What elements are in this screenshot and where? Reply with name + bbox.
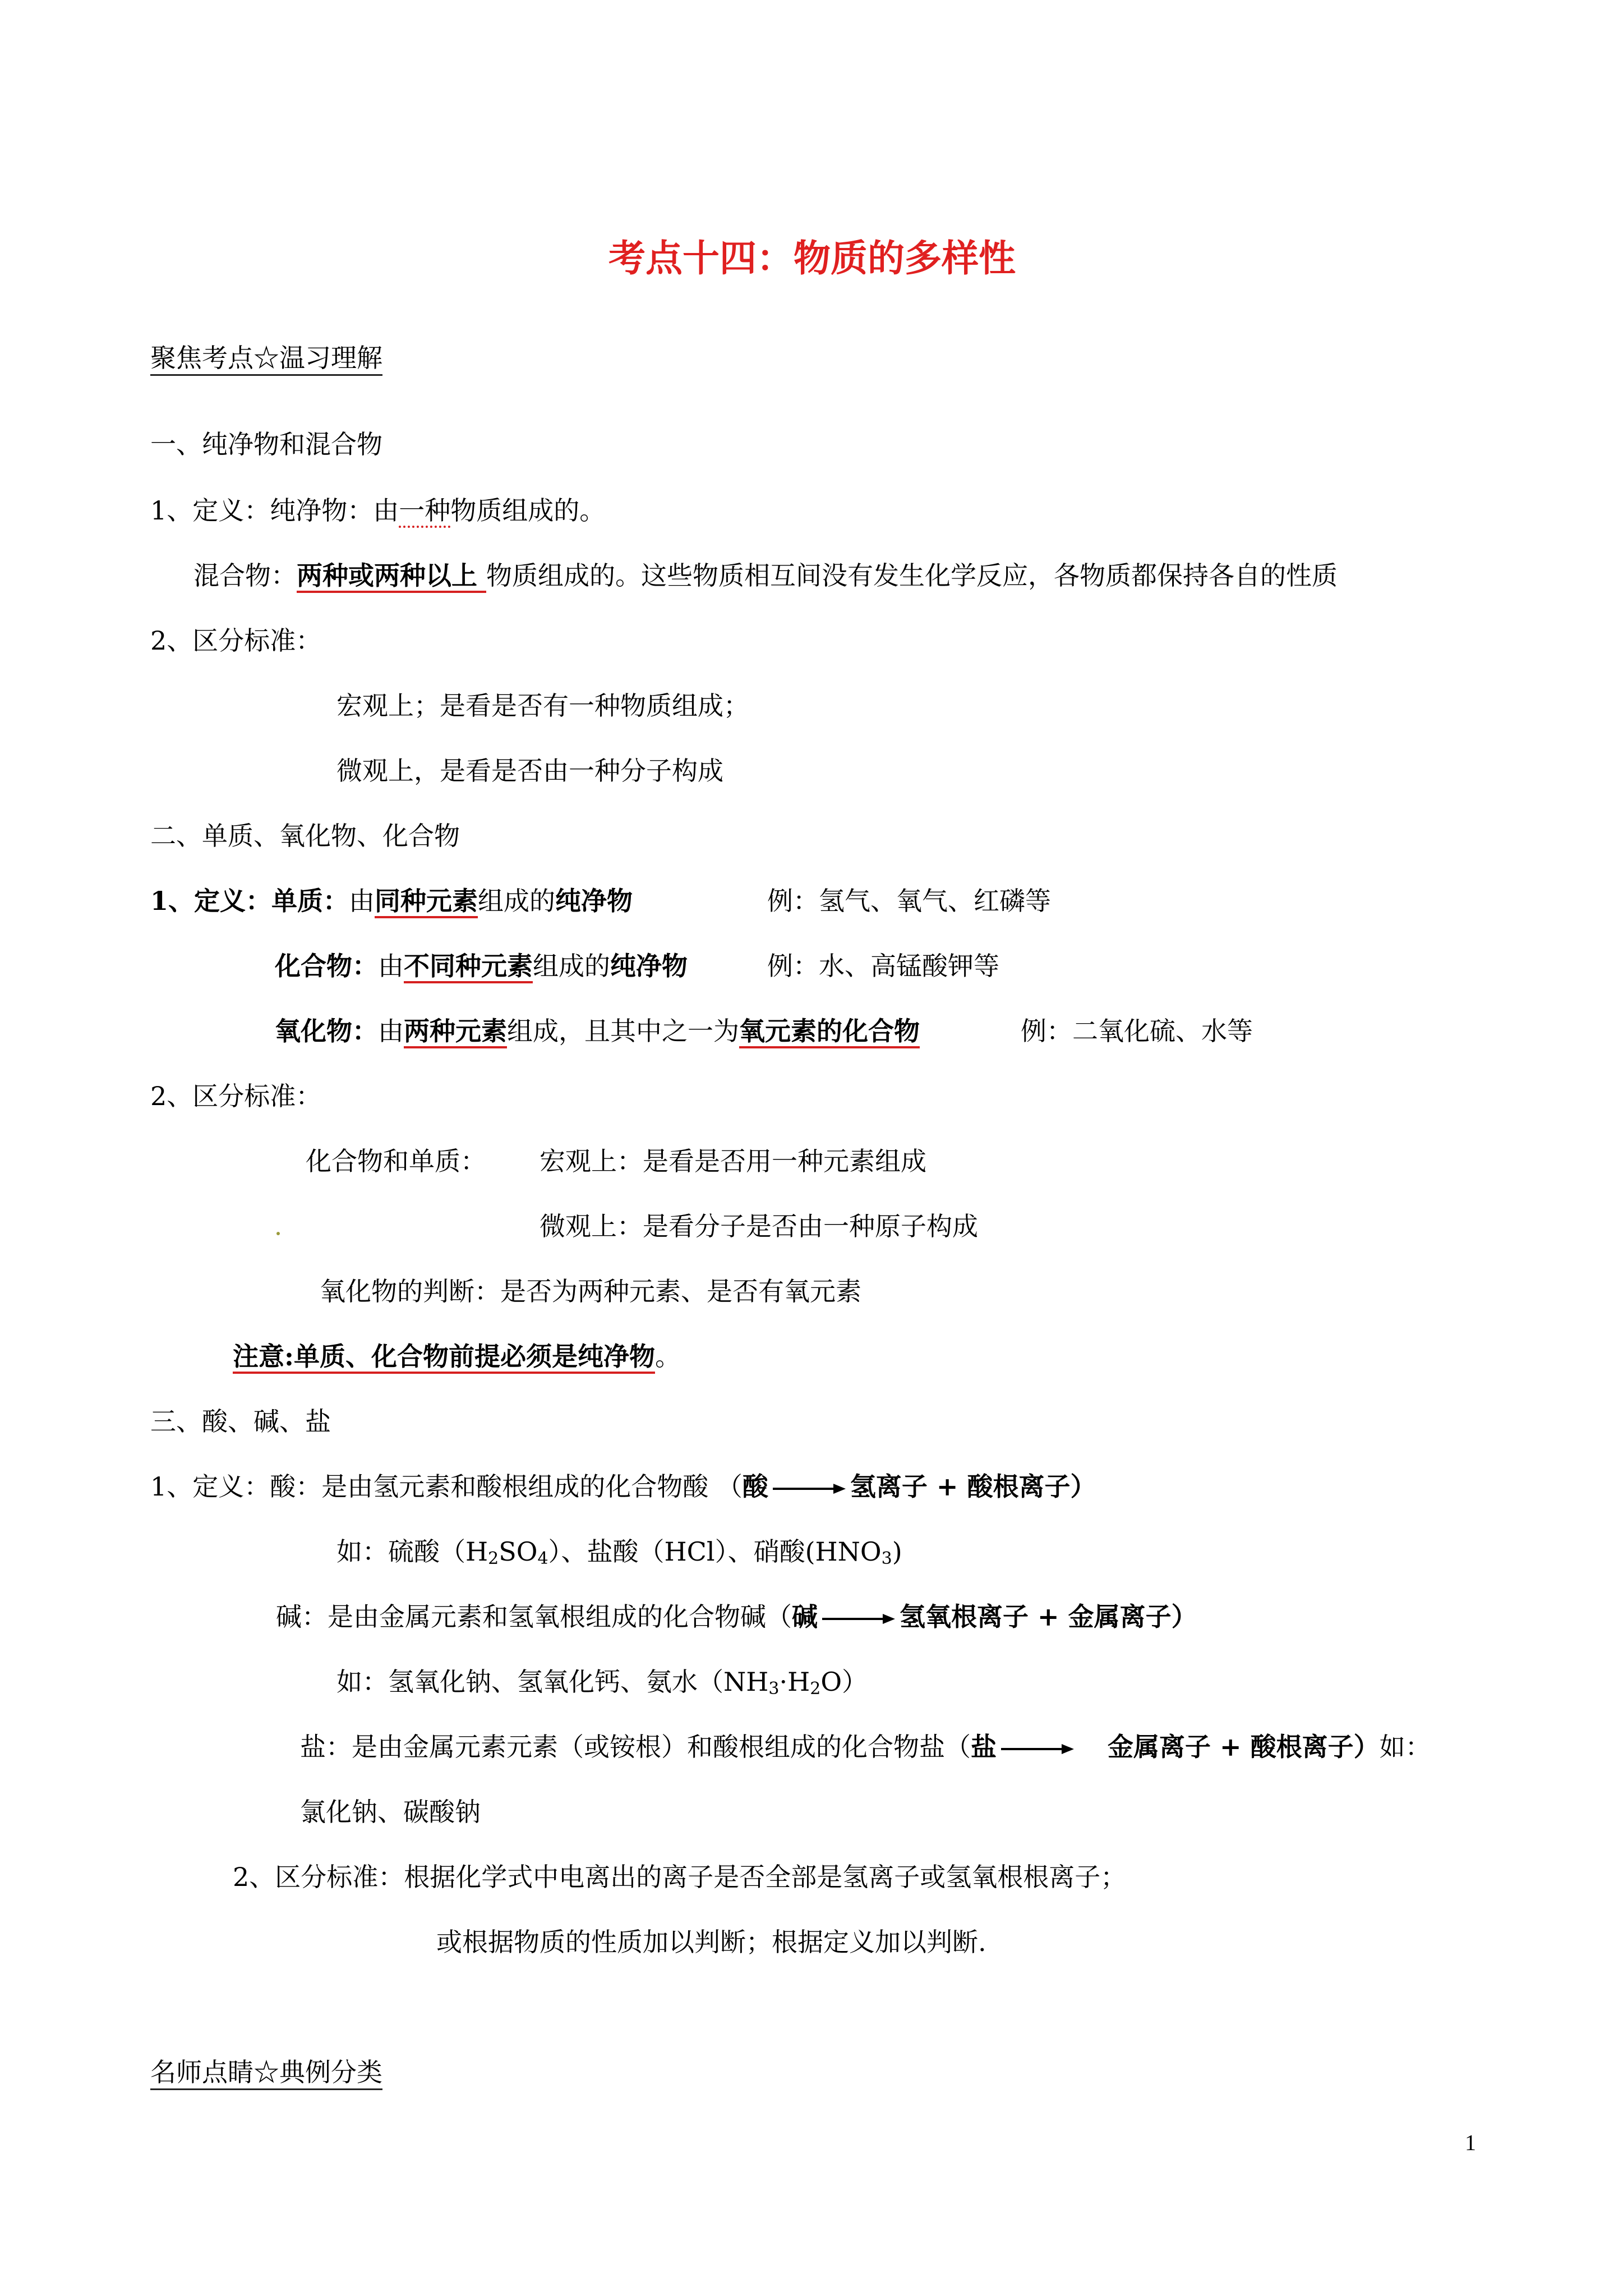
cmp-label: 化合物和单质： [306, 1146, 486, 1176]
def-element-example: 例：氢气、氧气、红磷等 [767, 886, 1051, 916]
section-heading: 聚焦考点☆温习理解 [150, 341, 382, 375]
base-examples: 如：氢氧化钠、氢氧化钙、氨水$(NH_3\cdot H_2O)$ [336, 1667, 868, 1699]
std-micro: 微观上，是看是否由一种分子构成 [336, 756, 723, 786]
std-heading-3: 2、区分标准：根据化学式中电离出的离子是否全部是氢离子或氢氧根根离子； [233, 1862, 1127, 1892]
heading-acid-base-salt: 三、酸、碱、盐 [150, 1406, 331, 1437]
def-element: 1、定义：单质：由同种元素组成的纯净物 [150, 884, 633, 918]
def-acid: 1、定义：酸：是由氢元素和酸根组成的化合物酸 （酸 氢离子 + 酸根离子） [150, 1471, 1096, 1502]
page-title: 考点十四：物质的多样性 [608, 236, 1016, 280]
cmp-micro: 微观上：是看分子是否由一种原子构成 [540, 1211, 978, 1241]
def-oxide: 氧化物：由两种元素组成，且其中之一为氧元素的化合物 [275, 1014, 920, 1048]
acid-examples: 如：硫酸$(H_2SO_4)$、盐酸（HCl）、硝酸$(HNO_3)$ [336, 1536, 902, 1568]
oxide-judge: 氧化物的判断：是否为两种元素、是否有氧元素 [320, 1276, 861, 1306]
def-mixture: 混合物：两种或两种以上 物质组成的。这些物质相互间没有发生化学反应，各物质都保持各自的性质 [193, 559, 1338, 592]
arrow-icon [822, 1613, 895, 1625]
std-heading-1: 2、区分标准： [150, 625, 322, 656]
note: 注意:单质、化合物前提必须是纯净物。 [233, 1340, 681, 1373]
arrow-icon [773, 1483, 846, 1494]
section-heading: 名师点睛☆典例分类 [150, 2055, 382, 2089]
def-base: 碱：是由金属元素和氢氧根组成的化合物碱（碱 氢氧根离子 + 金属离子） [276, 1602, 1197, 1632]
salt-examples: 氯化钠、碳酸钠 [300, 1797, 481, 1827]
page-number: 1 [1465, 2130, 1476, 2155]
def-oxide-example: 例：二氧化硫、水等 [1021, 1016, 1253, 1046]
def-pure: 1、定义：纯净物：由一种物质组成的。 [150, 494, 605, 527]
cmp-macro: 宏观上：是看是否用一种元素组成 [540, 1146, 926, 1176]
stray-mark [276, 1232, 280, 1235]
def-salt: 盐：是由金属元素元素（或铵根）和酸根组成的化合物盐（盐 金属离子 + 酸根离子）如： [300, 1732, 1431, 1762]
std-heading-2: 2、区分标准： [150, 1081, 322, 1111]
arrow-icon [1001, 1743, 1074, 1755]
heading-elements: 二、单质、氧化物、化合物 [150, 821, 460, 851]
std-3-cont: 或根据物质的性质加以判断；根据定义加以判断. [436, 1927, 986, 1957]
heading-pure-mixture: 一、纯净物和混合物 [150, 429, 382, 459]
std-macro: 宏观上；是看是否有一种物质组成； [336, 691, 749, 721]
def-compound-example: 例：水、高锰酸钾等 [767, 951, 999, 981]
def-compound: 化合物：由不同种元素组成的纯净物 [275, 949, 688, 983]
